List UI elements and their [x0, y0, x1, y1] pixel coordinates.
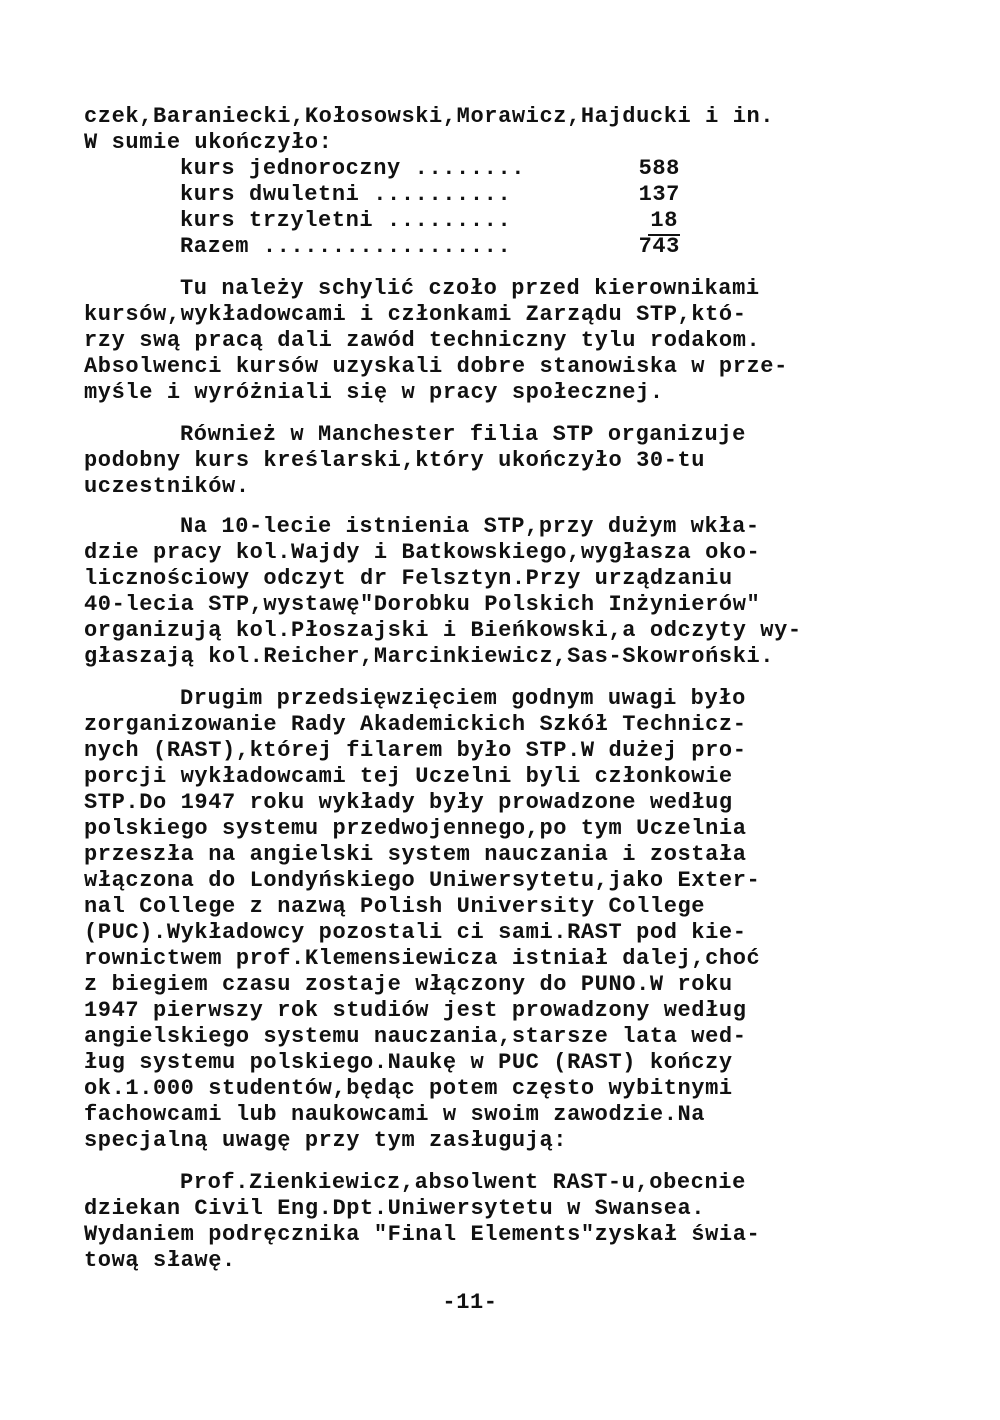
text-line: organizują kol.Płoszajski i Bieńkowski,a odczyty wy-	[84, 618, 802, 643]
text-line: ług systemu polskiego.Naukę w PUC (RAST) kończy	[84, 1050, 733, 1075]
total-row	[180, 234, 680, 260]
course-label: kurs trzyletni .........	[180, 208, 512, 233]
text-line: dzie pracy kol.Wajdy i Batkowskiego,wygłasza oko-	[84, 540, 761, 565]
text-line: Absolwenci kursów uzyskali dobre stanowiska w prze-	[84, 354, 788, 379]
text-line: Tu należy schylić czoło przed kierownikami	[180, 276, 760, 301]
text-line: czek,Baraniecki,Kołosowski,Morawicz,Hajducki i in.	[84, 104, 775, 129]
course-value: 137	[638, 182, 680, 207]
text-line: myśle i wyróżniali się w pracy społecznej.	[84, 380, 664, 405]
text-line: 1947 pierwszy rok studiów jest prowadzony według	[84, 998, 747, 1023]
text-line: zorganizowanie Rady Akademickich Szkół Technicz-	[84, 712, 747, 737]
course-label: kurs dwuletni ..........	[180, 182, 512, 207]
course-value: 18	[648, 208, 680, 236]
text-line: Wydaniem podręcznika "Final Elements"zyskał świa-	[84, 1222, 761, 1247]
text-line: 40-lecia STP,wystawę"Dorobku Polskich Inżynierów"	[84, 592, 761, 617]
text-line: Również w Manchester filia STP organizuje	[180, 422, 746, 447]
text-line: Drugim przedsięwzięciem godnym uwagi było	[180, 686, 746, 711]
course-value: 588	[638, 156, 680, 181]
text-line: tową sławę.	[84, 1248, 236, 1273]
text-line: ok.1.000 studentów,będąc potem często wybitnymi	[84, 1076, 733, 1101]
total-label: Razem ..................	[180, 234, 512, 259]
text-line: specjalną uwagę przy tym zasługują:	[84, 1128, 568, 1153]
text-line: licznościowy odczyt dr Felsztyn.Przy urządzaniu	[84, 566, 733, 591]
text-line: kursów,wykładowcami i członkami Zarządu STP,któ-	[84, 302, 747, 327]
text-line: porcji wykładowcami tej Uczelni byli członkowie	[84, 764, 733, 789]
total-value: 743	[638, 234, 680, 259]
text-line: W sumie ukończyło:	[84, 130, 333, 155]
text-line: uczestników.	[84, 474, 250, 499]
text-line: (PUC).Wykładowcy pozostali ci sami.RAST pod kie-	[84, 920, 747, 945]
text-line: podobny kurs kreślarski,który ukończyło 30-tu	[84, 448, 706, 473]
text-line: przeszła na angielski system nauczania i została	[84, 842, 747, 867]
text-line: dziekan Civil Eng.Dpt.Uniwersytetu w Swansea.	[84, 1196, 706, 1221]
text-line: STP.Do 1947 roku wykłady były prowadzone według	[84, 790, 733, 815]
text-line: z biegiem czasu zostaje włączony do PUNO.W roku	[84, 972, 733, 997]
course-label: kurs jednoroczny ........	[180, 156, 526, 181]
text-line: nych (RAST),której filarem było STP.W dużej pro-	[84, 738, 747, 763]
text-line: polskiego systemu przedwojennego,po tym Uczelnia	[84, 816, 747, 841]
text-line: włączona do Londyńskiego Uniwersytetu,jako Exter-	[84, 868, 761, 893]
page-number: -11-	[442, 1290, 498, 1315]
text-line: angielskiego systemu nauczania,starsze lata wed-	[84, 1024, 747, 1049]
text-line: nal College z nazwą Polish University College	[84, 894, 706, 919]
text-line: rzy swą pracą dali zawód techniczny tylu rodakom.	[84, 328, 761, 353]
text-line: Prof.Zienkiewicz,absolwent RAST-u,obecnie	[180, 1170, 746, 1195]
course-row	[180, 208, 680, 234]
course-row	[180, 156, 680, 182]
text-line: Na 10-lecie istnienia STP,przy dużym wkła-	[180, 514, 760, 539]
text-line: głaszają kol.Reicher,Marcinkiewicz,Sas-Skowroński.	[84, 644, 775, 669]
course-row	[180, 182, 680, 208]
text-line: fachowcami lub naukowcami w swoim zawodzie.Na	[84, 1102, 706, 1127]
text-line: rownictwem prof.Klemensiewicza istniał dalej,choć	[84, 946, 761, 971]
